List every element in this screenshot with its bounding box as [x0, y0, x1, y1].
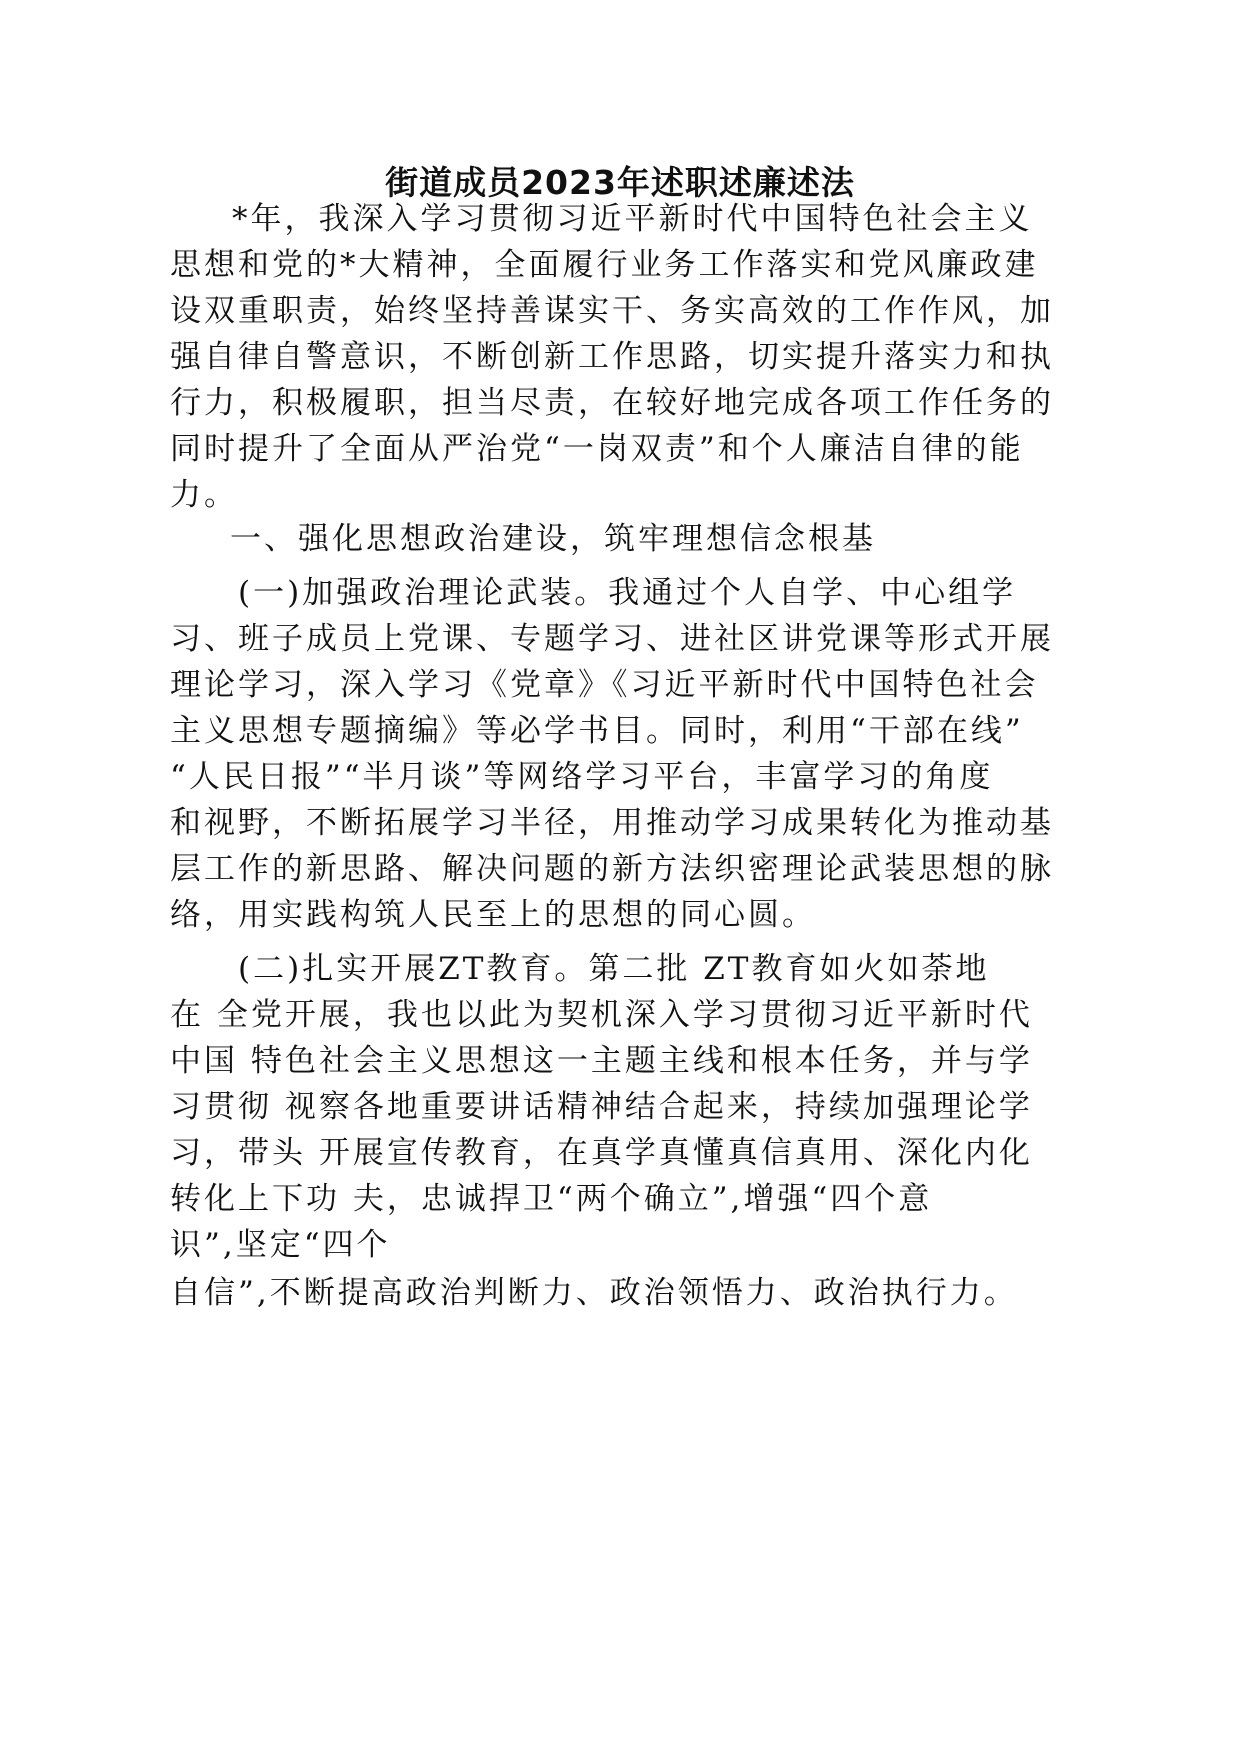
- paragraph-2-line-6: 和视野，不断拓展学习半径，用推动学习成果转化为推动基: [170, 805, 1054, 841]
- paragraph-3-line-2: 在 全党开展，我也以此为契机深入学习贯彻习近平新时代: [170, 997, 1033, 1033]
- paragraph-2-line-8: 络，用实践构筑人民至上的思想的同心圆。: [170, 897, 816, 933]
- paragraph-3-line-6: 转化上下功 夫，忠诚捍卫“两个确立”,增强“四个意: [170, 1181, 933, 1217]
- paragraph-3-line-1: (二)扎实开展ZT教育。第二批 ZT教育如火如荼地: [238, 951, 990, 987]
- paragraph-3-line-4: 习贯彻 视察各地重要讲话精神结合起来，持续加强理论学: [170, 1089, 1033, 1125]
- paragraph-3-line-7: 识”,坚定“四个: [170, 1227, 391, 1263]
- paragraph-1-line-7: 力。: [170, 477, 238, 513]
- paragraph-1-line-4: 强自律自警意识，不断创新工作思路，切实提升落实力和执: [170, 339, 1054, 375]
- paragraph-2-line-5: “人民日报”“半月谈”等网络学习平台，丰富学习的角度: [170, 759, 994, 795]
- paragraph-2-line-7: 层工作的新思路、解决问题的新方法织密理论武装思想的脉: [170, 851, 1054, 887]
- paragraph-1-line-2: 思想和党的*大精神，全面履行业务工作落实和党风廉政建: [170, 247, 1039, 283]
- section-heading-1: 一、强化思想政治建设，筑牢理想信念根基: [230, 521, 876, 557]
- paragraph-2-line-2: 习、班子成员上党课、专题学习、进社区讲党课等形式开展: [170, 621, 1054, 657]
- paragraph-1-line-1: *年，我深入学习贯彻习近平新时代中国特色社会主义: [232, 201, 1033, 237]
- paragraph-1-line-5: 行力，积极履职，担当尽责，在较好地完成各项工作任务的: [170, 385, 1054, 421]
- document-title: 街道成员2023年述职述廉述法: [385, 163, 855, 202]
- paragraph-2-line-4: 主义思想专题摘编》等必学书目。同时，利用“干部在线”: [170, 713, 1024, 749]
- paragraph-3-line-5: 习，带头 开展宣传教育，在真学真懂真信真用、深化内化: [170, 1135, 1033, 1171]
- paragraph-1-line-6: 同时提升了全面从严治党“一岗双责”和个人廉洁自律的能: [170, 431, 1024, 467]
- paragraph-3-line-8: 自信”,不断提高政治判断力、政治领悟力、政治执行力。: [170, 1275, 1018, 1311]
- paragraph-1-line-3: 设双重职责，始终坚持善谋实干、务实高效的工作作风，加: [170, 293, 1054, 329]
- paragraph-2-line-3: 理论学习，深入学习《党章》《习近平新时代中国特色社会: [170, 667, 1039, 703]
- paragraph-2-line-1: (一)加强政治理论武装。我通过个人自学、中心组学: [238, 575, 1017, 611]
- paragraph-3-line-3: 中国 特色社会主义思想这一主题主线和根本任务，并与学: [170, 1043, 1033, 1079]
